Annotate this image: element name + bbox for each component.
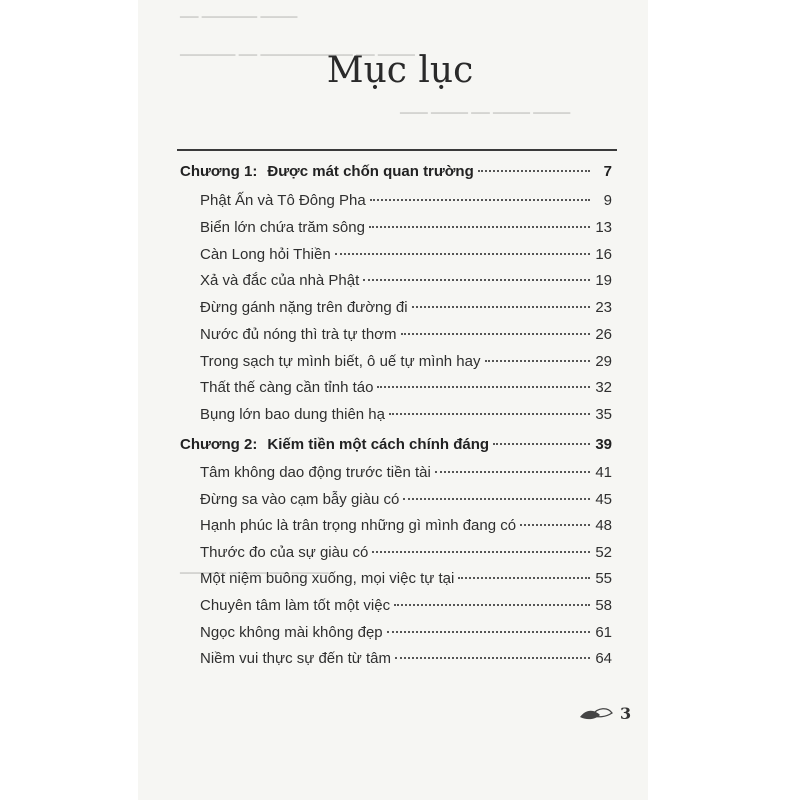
toc-chapter-title: Kiếm tiền một cách chính đáng (267, 436, 490, 453)
toc-entry-title: Một niệm buông xuống, mọi việc tự tại (200, 570, 455, 587)
toc-page-number: 26 (595, 326, 612, 343)
show-through-text: ▁▁▁▁▁▁ ▁▁ ▁▁▁▁▁▁▁▁▁▁ ▁▁ ▁▁▁▁ (180, 42, 415, 56)
toc-entry-row[interactable] (200, 491, 612, 517)
toc-entry-title: Bụng lớn bao dung thiên hạ (200, 406, 385, 423)
toc-page-number: 35 (595, 406, 612, 423)
toc-entry-title: Nước đủ nóng thì trà tự thơm (200, 326, 397, 343)
toc-entry-title: Phật Ấn và Tô Đông Pha (200, 192, 366, 209)
toc-chapter-row[interactable] (180, 163, 612, 189)
dot-leader (458, 577, 590, 579)
toc-page-number: 39 (595, 436, 612, 453)
toc-page-number: 23 (595, 299, 612, 316)
dot-leader (395, 657, 590, 659)
toc-chapter-number: Chương 1: (180, 163, 258, 180)
toc-entry-title: Ngọc không mài không đẹp (200, 624, 383, 641)
toc-entry-row[interactable] (200, 192, 612, 218)
dot-leader (389, 413, 590, 415)
toc-entry-title: Biển lớn chứa trăm sông (200, 219, 365, 236)
toc-entry-row[interactable] (200, 406, 612, 432)
toc-chapter-row[interactable] (180, 436, 612, 462)
toc-entry-title: Chuyên tâm làm tốt một việc (200, 597, 391, 614)
toc-entry-row[interactable] (200, 464, 612, 490)
toc-entry-title: Đừng gánh nặng trên đường đi (200, 299, 408, 316)
toc-chapter-number: Chương 2: (180, 436, 258, 453)
toc-entry-row[interactable] (200, 624, 612, 650)
toc-entry-title: Đừng sa vào cạm bẫy giàu có (200, 491, 400, 508)
toc-page-number: 13 (595, 219, 612, 236)
dot-leader (335, 253, 590, 255)
dot-leader (412, 306, 590, 308)
toc-entry-row[interactable] (200, 597, 612, 623)
dot-leader (377, 386, 590, 388)
toc-chapter-label (180, 163, 474, 180)
page-title: Mục lục (326, 50, 474, 91)
leaf-ornament-icon (578, 705, 614, 723)
toc-entry-row[interactable] (200, 272, 612, 298)
page-folio (578, 704, 631, 723)
dot-leader (394, 604, 590, 606)
dot-leader (478, 170, 590, 172)
toc-page-number: 9 (603, 192, 612, 209)
toc-entry-title: Thất thế càng cần tỉnh táo (200, 379, 374, 396)
dot-leader (520, 524, 590, 526)
toc-page-number: 52 (595, 544, 612, 561)
toc-entry-title: Càn Long hỏi Thiền (200, 246, 331, 263)
toc-entry-title: Thước đo của sự giàu có (200, 544, 369, 561)
toc-entry-row[interactable] (200, 650, 612, 676)
toc-page-number: 55 (595, 570, 612, 587)
toc-page-number: 19 (595, 272, 612, 289)
show-through-text: ▁▁▁ ▁▁▁▁ ▁▁ ▁▁▁▁ ▁▁▁▁ (400, 100, 571, 114)
toc-entry-row[interactable] (200, 517, 612, 543)
show-through-text: ▁▁▁▁▁ ▁▁▁▁ ▁▁ ▁▁▁▁ (180, 560, 329, 574)
dot-leader (363, 279, 590, 281)
toc-page-number: 64 (595, 650, 612, 667)
dot-leader (369, 226, 590, 228)
toc-chapter-label (180, 436, 489, 453)
toc-entry-title: Niềm vui thực sự đến từ tâm (200, 650, 392, 667)
show-through-text: ▁▁ ▁▁▁▁▁▁ ▁▁▁▁ (180, 4, 298, 18)
toc-entry-title: Hạnh phúc là trân trọng những gì mình đang có (200, 517, 517, 534)
toc-page-number: 58 (595, 597, 612, 614)
toc-entry-row[interactable] (200, 379, 612, 405)
toc-page-number: 45 (595, 491, 612, 508)
dot-leader (387, 631, 590, 633)
toc-page-number: 48 (595, 517, 612, 534)
toc-entry-row[interactable] (200, 544, 612, 570)
toc-entry-title: Trong sạch tự mình biết, ô uế tự mình hay (200, 353, 481, 370)
toc-entry-row[interactable] (200, 219, 612, 245)
dot-leader (493, 443, 590, 445)
toc-entry-title: Tâm không dao động trước tiền tài (200, 464, 431, 481)
dot-leader (372, 551, 590, 553)
title-divider (177, 149, 617, 151)
toc-page-number: 16 (595, 246, 612, 263)
toc-page-number: 29 (595, 353, 612, 370)
page-number: 3 (620, 704, 632, 723)
toc-entry-row[interactable] (200, 570, 612, 596)
dot-leader (403, 498, 590, 500)
toc-page-number: 61 (595, 624, 612, 641)
dot-leader (435, 471, 590, 473)
dot-leader (485, 360, 591, 362)
toc-entry-row[interactable] (200, 299, 612, 325)
toc-chapter-title: Được mát chốn quan trường (267, 163, 474, 180)
toc-page-number: 7 (603, 163, 612, 180)
toc-page-number: 32 (595, 379, 612, 396)
dot-leader (401, 333, 590, 335)
toc-entry-row[interactable] (200, 246, 612, 272)
toc-entry-row[interactable] (200, 326, 612, 352)
dot-leader (370, 199, 590, 201)
toc-entry-title: Xả và đắc của nhà Phật (200, 272, 360, 289)
toc-page-number: 41 (595, 464, 612, 481)
toc-entry-row[interactable] (200, 353, 612, 379)
